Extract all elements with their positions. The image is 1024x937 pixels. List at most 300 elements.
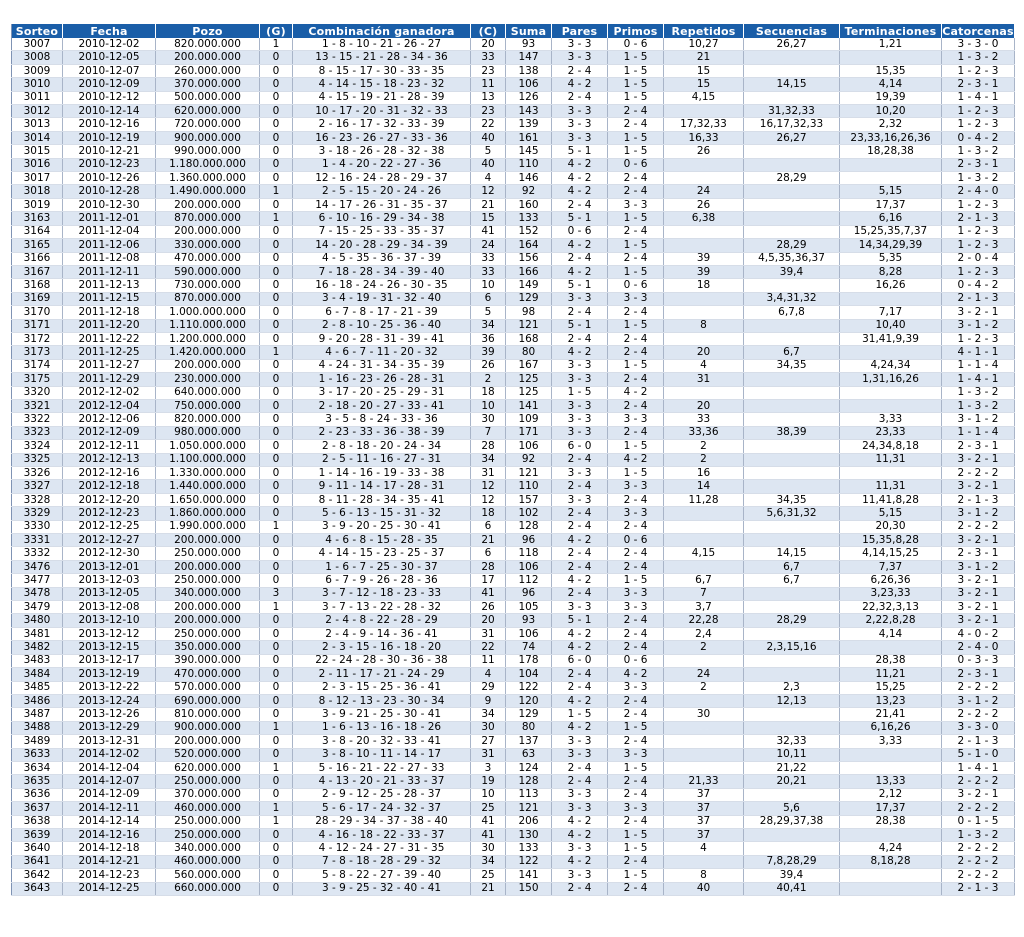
col-terminaciones-cell bbox=[840, 172, 942, 185]
col-secuencias-cell: 2,3 bbox=[744, 681, 840, 694]
col-ganadores-cell: 0 bbox=[260, 78, 293, 91]
col-fecha-cell: 2010-12-07 bbox=[63, 64, 156, 77]
col-ganadores-cell: 0 bbox=[260, 453, 293, 466]
col-pozo-cell: 560.000.000 bbox=[156, 869, 260, 882]
col-repetidos-cell: 26 bbox=[664, 198, 744, 211]
col-sorteo-cell: 3637 bbox=[12, 802, 63, 815]
col-secuencias-cell bbox=[744, 225, 840, 238]
col-secuencias-header: Secuencias bbox=[744, 24, 840, 38]
table-row bbox=[12, 694, 1015, 707]
table-row bbox=[12, 359, 1015, 372]
col-catorcenas-cell: 3 - 1 - 2 bbox=[942, 560, 1015, 573]
col-terminaciones-cell: 8,18,28 bbox=[840, 855, 942, 868]
col-pozo-cell: 870.000.000 bbox=[156, 212, 260, 225]
col-suma-cell: 105 bbox=[506, 601, 552, 614]
col-c-cell: 18 bbox=[471, 507, 506, 520]
col-repetidos-cell bbox=[664, 158, 744, 171]
col-pozo-cell: 470.000.000 bbox=[156, 668, 260, 681]
col-catorcenas-cell: 1 - 3 - 2 bbox=[942, 145, 1015, 158]
table-row bbox=[12, 185, 1015, 198]
col-suma-cell: 164 bbox=[506, 239, 552, 252]
col-primos-cell: 1 - 5 bbox=[608, 91, 664, 104]
col-pares-cell: 3 - 3 bbox=[552, 105, 608, 118]
col-secuencias-cell bbox=[744, 373, 840, 386]
col-sorteo-cell: 3172 bbox=[12, 332, 63, 345]
col-c-cell: 34 bbox=[471, 855, 506, 868]
col-repetidos-cell: 7 bbox=[664, 587, 744, 600]
col-suma-cell: 129 bbox=[506, 708, 552, 721]
col-pares-cell: 2 - 4 bbox=[552, 882, 608, 895]
col-secuencias-cell bbox=[744, 413, 840, 426]
col-repetidos-cell: 16,33 bbox=[664, 131, 744, 144]
col-secuencias-cell: 28,29 bbox=[744, 239, 840, 252]
col-fecha-cell: 2011-12-29 bbox=[63, 373, 156, 386]
col-repetidos-cell: 2,4 bbox=[664, 627, 744, 640]
col-c-cell: 26 bbox=[471, 359, 506, 372]
col-c-cell: 12 bbox=[471, 185, 506, 198]
col-fecha-cell: 2012-12-16 bbox=[63, 467, 156, 480]
table-row bbox=[12, 426, 1015, 439]
col-primos-cell: 2 - 4 bbox=[608, 614, 664, 627]
col-sorteo-cell: 3165 bbox=[12, 239, 63, 252]
col-suma-cell: 93 bbox=[506, 38, 552, 51]
col-fecha-cell: 2012-12-27 bbox=[63, 534, 156, 547]
col-terminaciones-cell: 15,25,35,7,37 bbox=[840, 225, 942, 238]
col-fecha-cell: 2013-12-19 bbox=[63, 668, 156, 681]
col-suma-cell: 141 bbox=[506, 869, 552, 882]
col-pares-cell: 3 - 3 bbox=[552, 118, 608, 131]
col-ganadores-cell: 0 bbox=[260, 172, 293, 185]
col-catorcenas-cell: 1 - 2 - 3 bbox=[942, 225, 1015, 238]
table-row bbox=[12, 560, 1015, 573]
col-sorteo-cell: 3014 bbox=[12, 131, 63, 144]
col-ganadores-cell: 1 bbox=[260, 212, 293, 225]
col-sorteo-cell: 3480 bbox=[12, 614, 63, 627]
col-c-cell: 7 bbox=[471, 426, 506, 439]
table-row bbox=[12, 735, 1015, 748]
col-sorteo-cell: 3483 bbox=[12, 654, 63, 667]
col-fecha-cell: 2013-12-10 bbox=[63, 614, 156, 627]
col-suma-cell: 74 bbox=[506, 641, 552, 654]
col-suma-cell: 133 bbox=[506, 842, 552, 855]
col-catorcenas-cell: 3 - 2 - 1 bbox=[942, 306, 1015, 319]
col-pozo-cell: 460.000.000 bbox=[156, 855, 260, 868]
col-pozo-cell: 870.000.000 bbox=[156, 292, 260, 305]
col-combinacion-cell: 4 - 12 - 24 - 27 - 31 - 35 bbox=[293, 842, 471, 855]
table-row bbox=[12, 788, 1015, 801]
col-ganadores-cell: 0 bbox=[260, 252, 293, 265]
col-c-cell: 19 bbox=[471, 775, 506, 788]
col-ganadores-cell: 0 bbox=[260, 373, 293, 386]
col-secuencias-cell bbox=[744, 386, 840, 399]
col-repetidos-cell: 33 bbox=[664, 413, 744, 426]
table-row bbox=[12, 815, 1015, 828]
col-primos-cell: 1 - 5 bbox=[608, 440, 664, 453]
table-row bbox=[12, 601, 1015, 614]
col-fecha-cell: 2012-12-25 bbox=[63, 520, 156, 533]
col-combinacion-cell: 1 - 6 - 7 - 25 - 30 - 37 bbox=[293, 560, 471, 573]
col-ganadores-cell: 0 bbox=[260, 842, 293, 855]
col-ganadores-cell: 3 bbox=[260, 587, 293, 600]
col-repetidos-cell bbox=[664, 761, 744, 774]
table-row bbox=[12, 748, 1015, 761]
col-fecha-cell: 2012-12-04 bbox=[63, 399, 156, 412]
col-combinacion-cell: 3 - 5 - 8 - 24 - 33 - 36 bbox=[293, 413, 471, 426]
col-pares-cell: 3 - 3 bbox=[552, 493, 608, 506]
col-sorteo-cell: 3321 bbox=[12, 399, 63, 412]
col-sorteo-cell: 3487 bbox=[12, 708, 63, 721]
col-combinacion-cell: 2 - 11 - 17 - 21 - 24 - 29 bbox=[293, 668, 471, 681]
table-row bbox=[12, 292, 1015, 305]
col-secuencias-cell bbox=[744, 158, 840, 171]
col-ganadores-cell: 0 bbox=[260, 145, 293, 158]
col-repetidos-cell: 33,36 bbox=[664, 426, 744, 439]
col-pozo-cell: 200.000.000 bbox=[156, 614, 260, 627]
col-pozo-cell: 570.000.000 bbox=[156, 681, 260, 694]
col-fecha-cell: 2012-12-11 bbox=[63, 440, 156, 453]
col-pozo-cell: 900.000.000 bbox=[156, 131, 260, 144]
col-pozo-cell: 1.420.000.000 bbox=[156, 346, 260, 359]
col-sorteo-cell: 3331 bbox=[12, 534, 63, 547]
col-primos-cell: 3 - 3 bbox=[608, 802, 664, 815]
col-suma-cell: 133 bbox=[506, 212, 552, 225]
col-terminaciones-cell: 13,23 bbox=[840, 694, 942, 707]
col-secuencias-cell: 34,35 bbox=[744, 493, 840, 506]
col-fecha-cell: 2012-12-18 bbox=[63, 480, 156, 493]
col-suma-cell: 110 bbox=[506, 480, 552, 493]
col-ganadores-cell: 1 bbox=[260, 802, 293, 815]
col-pares-cell: 2 - 4 bbox=[552, 547, 608, 560]
col-ganadores-cell: 1 bbox=[260, 185, 293, 198]
col-ganadores-cell: 0 bbox=[260, 265, 293, 278]
table-row bbox=[12, 654, 1015, 667]
col-primos-cell: 1 - 5 bbox=[608, 78, 664, 91]
col-repetidos-cell: 24 bbox=[664, 185, 744, 198]
col-pozo-cell: 820.000.000 bbox=[156, 413, 260, 426]
col-repetidos-cell bbox=[664, 560, 744, 573]
col-pares-cell: 5 - 1 bbox=[552, 279, 608, 292]
col-ganadores-cell: 0 bbox=[260, 775, 293, 788]
table-row bbox=[12, 319, 1015, 332]
col-terminaciones-cell: 15,35,8,28 bbox=[840, 534, 942, 547]
col-terminaciones-cell: 5,35 bbox=[840, 252, 942, 265]
col-ganadores-cell: 0 bbox=[260, 735, 293, 748]
table-row bbox=[12, 775, 1015, 788]
col-c-cell: 23 bbox=[471, 64, 506, 77]
col-sorteo-cell: 3009 bbox=[12, 64, 63, 77]
col-primos-cell: 3 - 3 bbox=[608, 480, 664, 493]
col-primos-cell: 4 - 2 bbox=[608, 386, 664, 399]
col-terminaciones-cell: 2,32 bbox=[840, 118, 942, 131]
col-pares-cell: 6 - 0 bbox=[552, 440, 608, 453]
col-secuencias-cell: 21,22 bbox=[744, 761, 840, 774]
col-pozo-cell: 500.000.000 bbox=[156, 91, 260, 104]
col-pozo-cell: 200.000.000 bbox=[156, 534, 260, 547]
col-repetidos-cell: 2 bbox=[664, 440, 744, 453]
col-terminaciones-cell: 23,33,16,26,36 bbox=[840, 131, 942, 144]
col-catorcenas-cell: 2 - 3 - 1 bbox=[942, 78, 1015, 91]
col-secuencias-cell: 5,6 bbox=[744, 802, 840, 815]
col-catorcenas-cell: 1 - 2 - 3 bbox=[942, 198, 1015, 211]
col-catorcenas-cell: 2 - 2 - 2 bbox=[942, 520, 1015, 533]
col-catorcenas-cell: 2 - 2 - 2 bbox=[942, 802, 1015, 815]
col-pozo-cell: 1.180.000.000 bbox=[156, 158, 260, 171]
col-pares-cell: 4 - 2 bbox=[552, 172, 608, 185]
col-pares-cell: 2 - 4 bbox=[552, 520, 608, 533]
col-catorcenas-cell: 1 - 2 - 3 bbox=[942, 239, 1015, 252]
col-combinacion-cell: 1 - 4 - 20 - 22 - 27 - 36 bbox=[293, 158, 471, 171]
table-row bbox=[12, 399, 1015, 412]
col-combinacion-cell: 13 - 15 - 21 - 28 - 34 - 36 bbox=[293, 51, 471, 64]
col-sorteo-cell: 3633 bbox=[12, 748, 63, 761]
col-sorteo-cell: 3168 bbox=[12, 279, 63, 292]
col-combinacion-cell: 2 - 9 - 12 - 25 - 28 - 37 bbox=[293, 788, 471, 801]
col-c-cell: 20 bbox=[471, 614, 506, 627]
col-fecha-cell: 2010-12-26 bbox=[63, 172, 156, 185]
col-pozo-cell: 1.050.000.000 bbox=[156, 440, 260, 453]
col-c-cell: 29 bbox=[471, 681, 506, 694]
col-secuencias-cell: 6,7,8 bbox=[744, 306, 840, 319]
table-row bbox=[12, 668, 1015, 681]
col-c-cell: 6 bbox=[471, 292, 506, 305]
col-pozo-cell: 1.490.000.000 bbox=[156, 185, 260, 198]
col-repetidos-cell bbox=[664, 105, 744, 118]
col-primos-cell: 2 - 4 bbox=[608, 118, 664, 131]
col-ganadores-cell: 0 bbox=[260, 493, 293, 506]
col-primos-cell: 2 - 4 bbox=[608, 547, 664, 560]
col-combinacion-cell: 2 - 16 - 17 - 32 - 33 - 39 bbox=[293, 118, 471, 131]
col-pozo-cell: 1.650.000.000 bbox=[156, 493, 260, 506]
col-pozo-cell: 370.000.000 bbox=[156, 788, 260, 801]
col-fecha-cell: 2011-12-06 bbox=[63, 239, 156, 252]
col-repetidos-cell bbox=[664, 748, 744, 761]
col-secuencias-cell bbox=[744, 534, 840, 547]
col-sorteo-cell: 3329 bbox=[12, 507, 63, 520]
col-terminaciones-cell: 20,30 bbox=[840, 520, 942, 533]
col-catorcenas-cell: 2 - 3 - 1 bbox=[942, 158, 1015, 171]
col-ganadores-cell: 0 bbox=[260, 426, 293, 439]
col-pozo-cell: 200.000.000 bbox=[156, 225, 260, 238]
col-repetidos-cell: 39 bbox=[664, 252, 744, 265]
col-pozo-cell: 250.000.000 bbox=[156, 828, 260, 841]
col-combinacion-cell: 5 - 6 - 17 - 24 - 32 - 37 bbox=[293, 802, 471, 815]
col-pares-cell: 2 - 4 bbox=[552, 507, 608, 520]
col-suma-cell: 161 bbox=[506, 131, 552, 144]
table-row bbox=[12, 158, 1015, 171]
table-row bbox=[12, 306, 1015, 319]
col-suma-cell: 167 bbox=[506, 359, 552, 372]
col-ganadores-cell: 0 bbox=[260, 507, 293, 520]
col-combinacion-cell: 8 - 12 - 13 - 23 - 30 - 34 bbox=[293, 694, 471, 707]
col-secuencias-cell: 3,4,31,32 bbox=[744, 292, 840, 305]
col-catorcenas-cell: 1 - 2 - 3 bbox=[942, 332, 1015, 345]
col-secuencias-cell bbox=[744, 520, 840, 533]
table-row bbox=[12, 534, 1015, 547]
col-pares-cell: 3 - 3 bbox=[552, 601, 608, 614]
col-ganadores-cell: 0 bbox=[260, 91, 293, 104]
col-sorteo-cell: 3170 bbox=[12, 306, 63, 319]
col-sorteo-cell: 3638 bbox=[12, 815, 63, 828]
col-c-cell: 34 bbox=[471, 319, 506, 332]
col-sorteo-cell: 3018 bbox=[12, 185, 63, 198]
col-suma-cell: 141 bbox=[506, 399, 552, 412]
col-pares-cell: 5 - 1 bbox=[552, 614, 608, 627]
col-terminaciones-cell: 28,38 bbox=[840, 815, 942, 828]
col-catorcenas-cell: 3 - 2 - 1 bbox=[942, 788, 1015, 801]
col-suma-cell: 106 bbox=[506, 627, 552, 640]
col-suma-cell: 146 bbox=[506, 172, 552, 185]
col-pozo-cell: 370.000.000 bbox=[156, 78, 260, 91]
col-combinacion-cell: 6 - 7 - 9 - 26 - 28 - 36 bbox=[293, 574, 471, 587]
col-combinacion-cell: 2 - 4 - 8 - 22 - 28 - 29 bbox=[293, 614, 471, 627]
col-ganadores-cell: 0 bbox=[260, 668, 293, 681]
col-combinacion-cell: 2 - 18 - 20 - 27 - 33 - 41 bbox=[293, 399, 471, 412]
col-fecha-cell: 2013-12-05 bbox=[63, 587, 156, 600]
col-catorcenas-cell: 2 - 2 - 2 bbox=[942, 855, 1015, 868]
col-secuencias-cell: 5,6,31,32 bbox=[744, 507, 840, 520]
col-sorteo-cell: 3166 bbox=[12, 252, 63, 265]
col-ganadores-cell: 0 bbox=[260, 239, 293, 252]
col-fecha-cell: 2014-12-14 bbox=[63, 815, 156, 828]
col-sorteo-cell: 3164 bbox=[12, 225, 63, 238]
col-c-cell: 6 bbox=[471, 520, 506, 533]
col-catorcenas-cell: 1 - 2 - 3 bbox=[942, 64, 1015, 77]
col-secuencias-cell bbox=[744, 91, 840, 104]
table-row bbox=[12, 453, 1015, 466]
col-terminaciones-cell: 4,24,34 bbox=[840, 359, 942, 372]
table-row bbox=[12, 761, 1015, 774]
col-c-cell: 23 bbox=[471, 105, 506, 118]
col-fecha-cell: 2010-12-21 bbox=[63, 145, 156, 158]
col-secuencias-cell bbox=[744, 399, 840, 412]
table-row bbox=[12, 279, 1015, 292]
col-repetidos-cell: 21 bbox=[664, 51, 744, 64]
col-fecha-cell: 2013-12-22 bbox=[63, 681, 156, 694]
col-combinacion-cell: 10 - 17 - 20 - 31 - 32 - 33 bbox=[293, 105, 471, 118]
col-catorcenas-cell: 1 - 3 - 2 bbox=[942, 828, 1015, 841]
col-c-cell: 25 bbox=[471, 802, 506, 815]
col-catorcenas-cell: 0 - 4 - 2 bbox=[942, 279, 1015, 292]
col-combinacion-cell: 8 - 15 - 17 - 30 - 33 - 35 bbox=[293, 64, 471, 77]
col-ganadores-cell: 0 bbox=[260, 440, 293, 453]
col-pozo-cell: 1.330.000.000 bbox=[156, 467, 260, 480]
col-terminaciones-cell: 6,16,26 bbox=[840, 721, 942, 734]
col-combinacion-cell: 22 - 24 - 28 - 30 - 36 - 38 bbox=[293, 654, 471, 667]
col-c-cell: 11 bbox=[471, 78, 506, 91]
col-suma-cell: 122 bbox=[506, 681, 552, 694]
col-primos-cell: 3 - 3 bbox=[608, 198, 664, 211]
col-primos-cell: 2 - 4 bbox=[608, 399, 664, 412]
col-secuencias-cell: 26,27 bbox=[744, 131, 840, 144]
col-terminaciones-cell: 15,25 bbox=[840, 681, 942, 694]
col-catorcenas-cell: 0 - 1 - 5 bbox=[942, 815, 1015, 828]
col-repetidos-cell: 2 bbox=[664, 453, 744, 466]
col-fecha-cell: 2010-12-14 bbox=[63, 105, 156, 118]
col-suma-cell: 112 bbox=[506, 574, 552, 587]
col-terminaciones-cell: 3,33 bbox=[840, 735, 942, 748]
col-terminaciones-cell: 13,33 bbox=[840, 775, 942, 788]
col-combinacion-header: Combinación ganadora bbox=[293, 24, 471, 38]
col-combinacion-cell: 7 - 8 - 18 - 28 - 29 - 32 bbox=[293, 855, 471, 868]
col-pozo-cell: 1.100.000.000 bbox=[156, 453, 260, 466]
col-catorcenas-cell: 2 - 3 - 1 bbox=[942, 668, 1015, 681]
col-fecha-cell: 2012-12-20 bbox=[63, 493, 156, 506]
col-catorcenas-cell: 2 - 2 - 2 bbox=[942, 708, 1015, 721]
col-suma-cell: 120 bbox=[506, 694, 552, 707]
col-fecha-cell: 2013-12-12 bbox=[63, 627, 156, 640]
col-combinacion-cell: 7 - 15 - 25 - 33 - 35 - 37 bbox=[293, 225, 471, 238]
col-suma-cell: 122 bbox=[506, 855, 552, 868]
col-sorteo-cell: 3008 bbox=[12, 51, 63, 64]
col-fecha-cell: 2010-12-05 bbox=[63, 51, 156, 64]
col-pares-cell: 4 - 2 bbox=[552, 239, 608, 252]
col-pozo-cell: 980.000.000 bbox=[156, 426, 260, 439]
col-suma-cell: 121 bbox=[506, 467, 552, 480]
col-secuencias-cell: 6,7 bbox=[744, 560, 840, 573]
col-ganadores-cell: 0 bbox=[260, 560, 293, 573]
table-row bbox=[12, 574, 1015, 587]
table-row bbox=[12, 547, 1015, 560]
col-combinacion-cell: 14 - 17 - 26 - 31 - 35 - 37 bbox=[293, 198, 471, 211]
table-row bbox=[12, 681, 1015, 694]
col-terminaciones-cell: 22,32,3,13 bbox=[840, 601, 942, 614]
col-secuencias-cell: 32,33 bbox=[744, 735, 840, 748]
col-sorteo-cell: 3174 bbox=[12, 359, 63, 372]
table-row bbox=[12, 480, 1015, 493]
col-ganadores-cell: 0 bbox=[260, 225, 293, 238]
col-c-cell: 25 bbox=[471, 869, 506, 882]
col-pozo-cell: 460.000.000 bbox=[156, 802, 260, 815]
col-repetidos-cell: 15 bbox=[664, 78, 744, 91]
header-row bbox=[12, 24, 1015, 38]
col-fecha-cell: 2014-12-07 bbox=[63, 775, 156, 788]
table-row bbox=[12, 386, 1015, 399]
col-c-cell: 28 bbox=[471, 440, 506, 453]
col-fecha-cell: 2010-12-12 bbox=[63, 91, 156, 104]
col-ganadores-cell: 0 bbox=[260, 306, 293, 319]
table-row bbox=[12, 105, 1015, 118]
col-fecha-cell: 2011-12-11 bbox=[63, 265, 156, 278]
table-row bbox=[12, 413, 1015, 426]
table-row bbox=[12, 38, 1015, 51]
col-combinacion-cell: 4 - 14 - 15 - 18 - 23 - 32 bbox=[293, 78, 471, 91]
col-primos-cell: 1 - 5 bbox=[608, 574, 664, 587]
table-row bbox=[12, 869, 1015, 882]
col-secuencias-cell bbox=[744, 668, 840, 681]
col-repetidos-cell bbox=[664, 332, 744, 345]
table-row bbox=[12, 172, 1015, 185]
col-fecha-cell: 2014-12-23 bbox=[63, 869, 156, 882]
col-secuencias-cell bbox=[744, 212, 840, 225]
col-terminaciones-cell: 10,40 bbox=[840, 319, 942, 332]
col-pozo-cell: 250.000.000 bbox=[156, 775, 260, 788]
col-terminaciones-cell: 11,31 bbox=[840, 453, 942, 466]
table-row bbox=[12, 252, 1015, 265]
col-primos-cell: 2 - 4 bbox=[608, 775, 664, 788]
col-fecha-cell: 2013-12-31 bbox=[63, 735, 156, 748]
col-pozo-cell: 1.000.000.000 bbox=[156, 306, 260, 319]
col-catorcenas-cell: 3 - 1 - 2 bbox=[942, 507, 1015, 520]
col-repetidos-cell: 16 bbox=[664, 467, 744, 480]
col-catorcenas-cell: 3 - 2 - 1 bbox=[942, 480, 1015, 493]
col-c-cell: 22 bbox=[471, 641, 506, 654]
col-fecha-cell: 2014-12-09 bbox=[63, 788, 156, 801]
col-pares-cell: 3 - 3 bbox=[552, 359, 608, 372]
table-row bbox=[12, 145, 1015, 158]
col-repetidos-cell bbox=[664, 694, 744, 707]
col-fecha-cell: 2012-12-02 bbox=[63, 386, 156, 399]
col-fecha-cell: 2012-12-23 bbox=[63, 507, 156, 520]
